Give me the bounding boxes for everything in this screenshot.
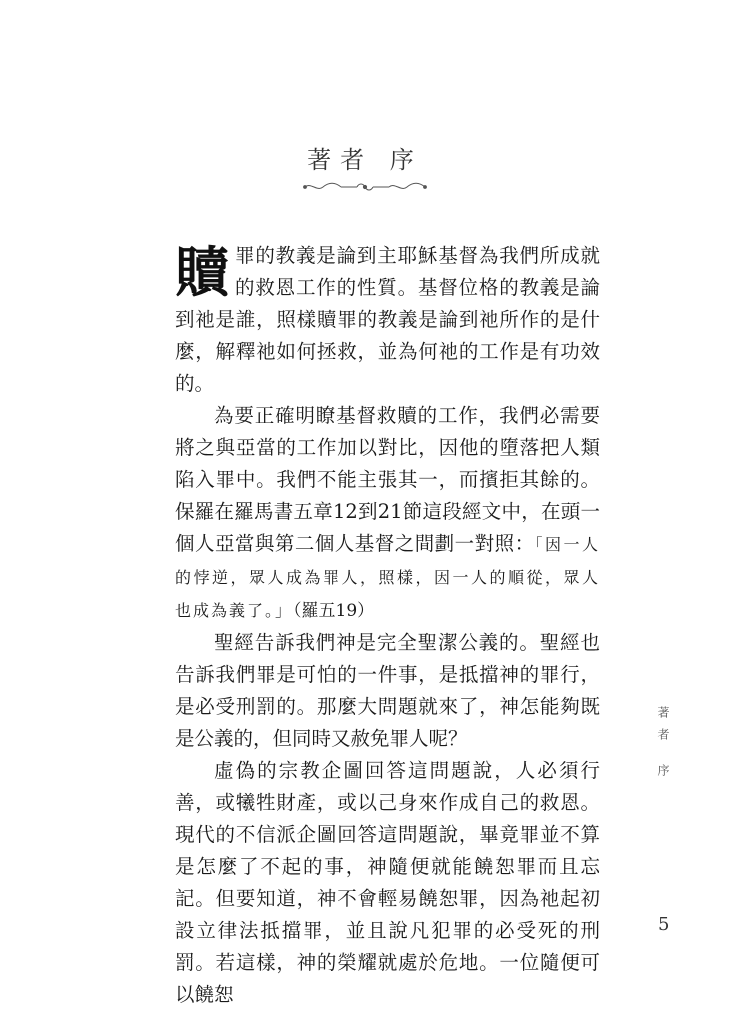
running-head: 著者 序 xyxy=(656,706,670,786)
paragraph-text: 聖經告訴我們神是完全聖潔公義的。聖經也告訴我們罪是可怕的一件事，是抵擋神的罪行，是必受刑罰的。那麼大問題就來了，神怎能夠既是公義的，但同時又赦免罪人呢？ xyxy=(175,631,600,750)
paragraph xyxy=(175,755,600,1011)
paragraph-text: 虛偽的宗教企圖回答這問題說，人必須行善，或犧牲財產，或以己身來作成自己的救恩。現代的不信派企圖回答這問題說，畢竟罪並不算是怎麼了不起的事，神隨便就能饒恕罪而且忘記。但要知道，神不會輕易饒恕罪，因為祂起初設立律法抵擋罪，並且說凡犯罪的必受死的刑罰。若這樣，神的榮耀就處於危地。一位隨便可以饒恕 xyxy=(175,759,600,1006)
drop-cap: 贖 xyxy=(175,240,229,304)
scripture-reference: （羅五19） xyxy=(293,601,375,621)
paragraph-text: 罪的教義是論到主耶穌基督為我們所成就的救恩工作的性質。基督位格的教義是論到祂是誰，照樣贖罪的教義是論到祂所作的是什麼，解釋祂如何拯救，並為何祂的工作是有功效的。 xyxy=(175,244,600,395)
scripture-quote: 「因一人的悖逆，眾人成為罪人，照樣，因一人的順從，眾人也成為義了。」 xyxy=(175,535,600,620)
paragraph xyxy=(175,240,600,400)
page-number: 5 xyxy=(658,914,670,935)
body-text xyxy=(175,240,600,1011)
paragraph xyxy=(175,627,600,755)
paragraph xyxy=(175,400,600,627)
paragraph-text: 為要正確明瞭基督救贖的工作，我們必需要將之與亞當的工作加以對比，因他的墮落把人類陷入罪中。我們不能主張其一，而擯拒其餘的。保羅在羅馬書五章12到21節這段經文中，在頭一個人亞當與第二個人基督之間劃一對照： xyxy=(175,404,600,555)
page-title: 著者 序 xyxy=(307,146,423,174)
decorative-flourish-icon xyxy=(301,180,429,194)
